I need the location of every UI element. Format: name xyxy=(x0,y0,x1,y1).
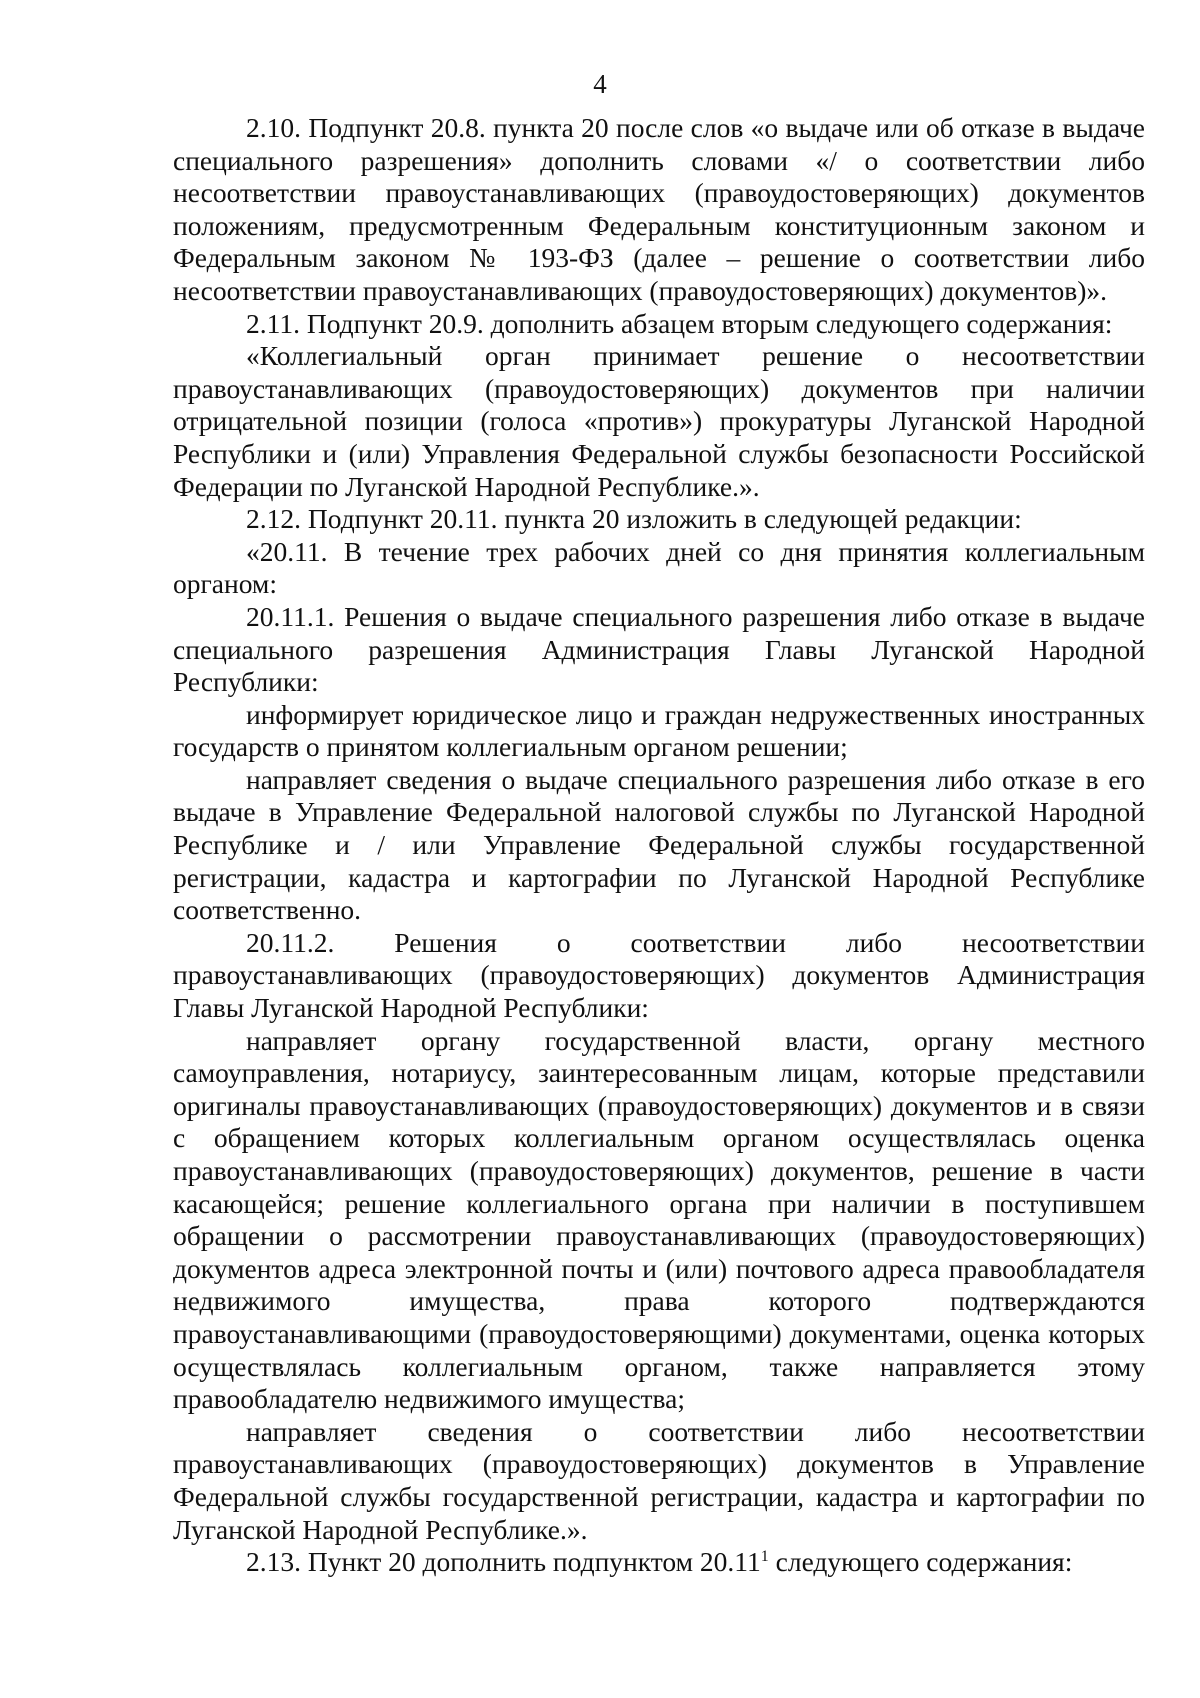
paragraph-sends-permit-info: направляет сведения о выдаче специального разрешения либо отказе в его выдаче в Управление Федеральной налоговой службы по Луганской Народной Республике и / или Управление Федеральной службы государственной регистрации, кадастра и картографии по Луганской Народной Республике соответственно. xyxy=(173,763,1145,926)
paragraph-sends-to-authorities: направляет органу государственной власти, органу местного самоуправления, нотариусу, заинтересованным лицам, которые представили оригиналы правоустанавливающих (правоудостоверяющих) документов и в связи с обращением которых коллегиальным органом осуществлялась оценка правоустанавливающих (правоудостоверяющих) документов, решение в части касающейся; решение коллегиального органа при наличии в поступившем обращении о рассмотрении правоустанавливающих (правоудостоверяющих) документов адреса электронной почты и (или) почтового адреса правообладателя недвижимого имущества, права которого подтверждаются правоустанавливающими (правоудостоверяющими) документами, оценка которых осуществлялась коллегиальным органом, также направляется этому правообладателю недвижимого имущества; xyxy=(173,1024,1145,1415)
page-number: 4 xyxy=(593,69,607,99)
paragraph-2-13-text: 2.13. Пункт 20 дополнить подпунктом 20.11 xyxy=(246,1546,761,1578)
superscript-index: 1 xyxy=(760,1547,769,1565)
paragraph-2-13 xyxy=(173,1546,1145,1579)
paragraph-2-12: 2.12. Подпункт 20.11. пункта 20 изложить в следующей редакции: xyxy=(246,503,1022,535)
paragraph-sends-conformity-info: направляет сведения о соответствии либо несоответствии правоустанавливающих (правоудостоверяющих) документов в Управление Федеральной службы государственной регистрации, кадастра и картографии по Луганской Народной Республике.». xyxy=(173,1415,1145,1545)
paragraph-2-11: 2.11. Подпункт 20.9. дополнить абзацем вторым следующего содержания: xyxy=(246,307,1113,339)
paragraph-20-11: «20.11. В течение трех рабочих дней со дня принятия коллегиальным органом: xyxy=(173,535,1145,600)
paragraph-2-10: 2.10. Подпункт 20.8. пункта 20 после слов «о выдаче или об отказе в выдаче специального разрешения» дополнить словами «/ о соответствии либо несоответствии правоустанавливающих (правоудостоверяющих) документов положениям, предусмотренным Федеральным конституционным законом и Федеральным законом № 193-ФЗ (далее – решение о соответствии либо несоответствии правоустанавливающих (правоудостоверяющих) документов)». xyxy=(173,112,1145,306)
document-body xyxy=(173,112,1145,1579)
paragraph-informs: информирует юридическое лицо и граждан недружественных иностранных государств о принятом коллегиальным органом решении; xyxy=(173,698,1145,763)
paragraph-20-11-1: 20.11.1. Решения о выдаче специального разрешения либо отказе в выдаче специального разрешения Администрация Главы Луганской Народной Республики: xyxy=(173,600,1145,698)
paragraph-2-13-tail: следующего содержания: xyxy=(768,1546,1073,1578)
paragraph-collegial-body-decision: «Коллегиальный орган принимает решение о несоответствии правоустанавливающих (правоудостоверяющих) документов при наличии отрицательной позиции (голоса «против») прокуратуры Луганской Народной Республики и (или) Управления Федеральной службы безопасности Российской Федерации по Луганской Народной Республике.». xyxy=(173,340,1145,502)
paragraph-20-11-2: 20.11.2. Решения о соответствии либо несоответствии правоустанавливающих (правоудостоверяющих) документов Администрация Главы Луганской Народной Республики: xyxy=(173,926,1145,1024)
